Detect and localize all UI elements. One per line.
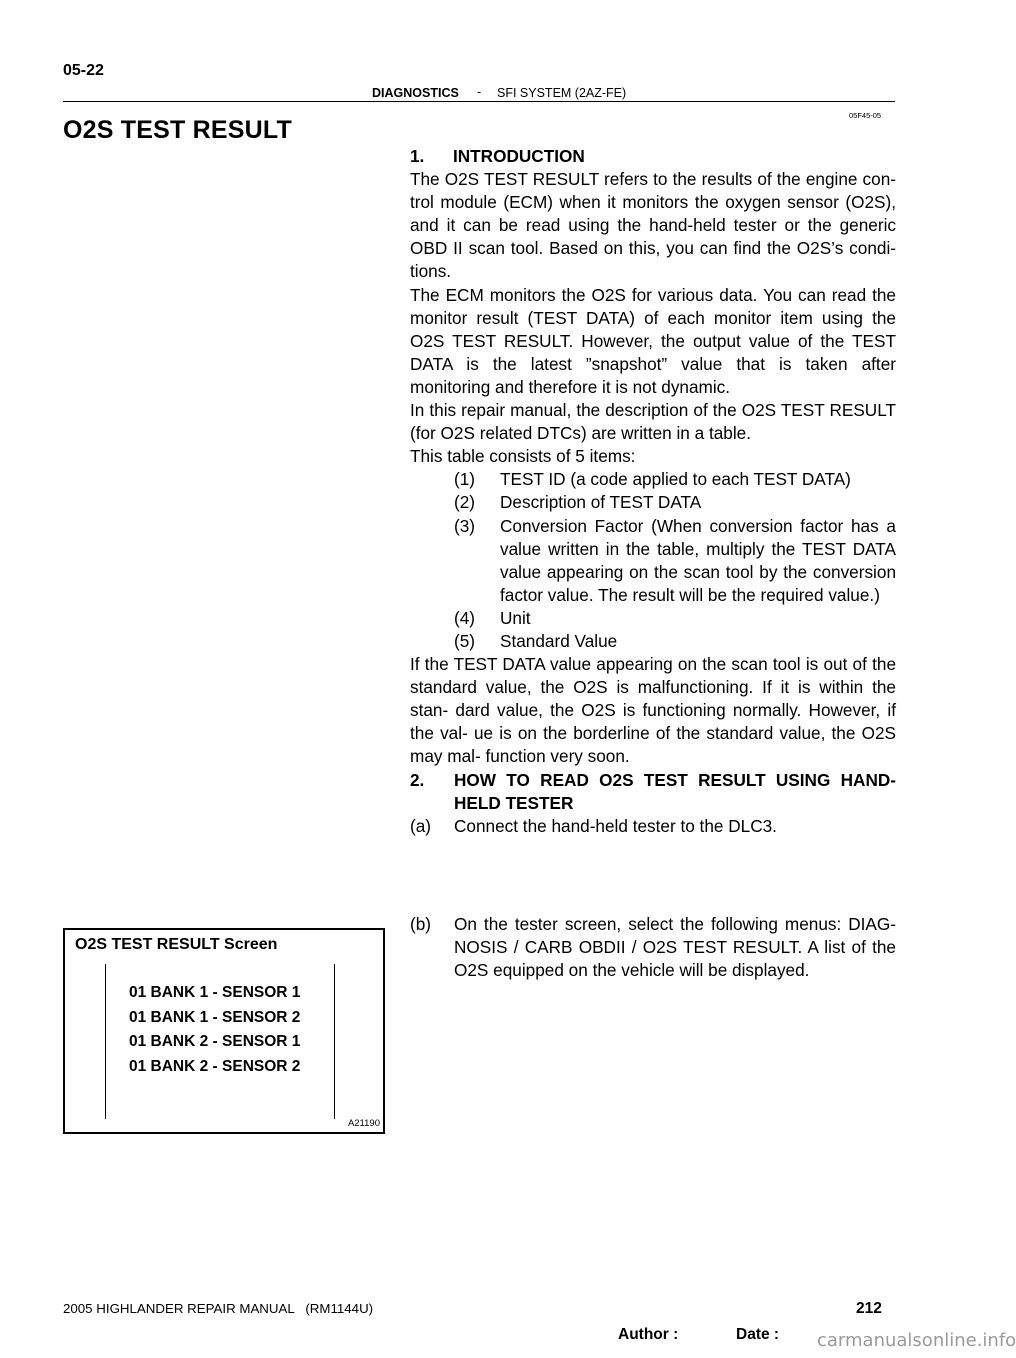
screen-row: 01 BANK 2 - SENSOR 1	[129, 1033, 301, 1050]
list-item-text: TEST ID (a code applied to each TEST DATA)	[500, 469, 851, 490]
footer-manual-title: 2005 HIGHLANDER REPAIR MANUAL (RM1144U)	[63, 1301, 374, 1316]
paragraph-4: This table consists of 5 items:	[410, 446, 636, 467]
screen-row: 01 BANK 1 - SENSOR 1	[129, 984, 301, 1001]
footer-watermark: carmanualsonline.info	[817, 1330, 1016, 1351]
screen-row: 01 BANK 2 - SENSOR 2	[129, 1058, 301, 1075]
footer-date-label: Date :	[736, 1326, 780, 1343]
list-item-number: (3)	[454, 515, 476, 536]
step-a-number: (a)	[410, 815, 432, 836]
header-section: DIAGNOSTICS	[372, 86, 459, 100]
list-item-number: (1)	[454, 469, 476, 490]
page-title: O2S TEST RESULT	[63, 116, 292, 144]
screen-row: 01 BANK 1 - SENSOR 2	[129, 1009, 301, 1026]
list-item-number: (4)	[454, 607, 476, 628]
paragraph-5: If the TEST DATA value appearing on the scan tool is out of the standard value, the O2S is malfunctioning. If it is within the stan- dard value, the O2S is functioning normally. However, if the val- ue is on the borderline of the standard value, the O2S may mal- function very soon.	[410, 654, 896, 767]
spacer	[410, 838, 896, 913]
footer-page-number: 212	[856, 1300, 882, 1317]
list-item	[410, 515, 896, 607]
list-item-text: Unit	[500, 607, 531, 628]
step-b-number: (b)	[410, 913, 432, 934]
how-to-heading	[410, 769, 896, 815]
how-to-number: 2.	[410, 769, 425, 790]
list-item	[410, 630, 896, 653]
list-item-number: (2)	[454, 492, 476, 513]
document-code: 05F45-05	[849, 111, 882, 120]
step-b	[410, 913, 896, 982]
footer-author-label: Author :	[618, 1326, 679, 1343]
step-a	[410, 815, 896, 838]
page-number: 05-22	[63, 62, 104, 79]
paragraph-1: The O2S TEST RESULT refers to the results of the engine con- trol module (ECM) when it monitors the oxygen sensor (O2S), and it can be read using the hand-held tester or the generic OBD II scan tool. Based on this, you can find the O2S’s condi- tions.	[410, 169, 896, 282]
header-separator: -	[477, 85, 482, 99]
figure-title: O2S TEST RESULT Screen	[75, 936, 278, 953]
list-item	[410, 491, 896, 514]
list-item	[410, 607, 896, 630]
step-b-text: On the tester screen, select the following menus: DIAG- NOSIS / CARB OBDII / O2S TEST RESULT. A list of the O2S equipped on the vehicle will be displayed.	[454, 913, 896, 980]
figure-code: A21190	[347, 1118, 380, 1129]
list-item	[410, 468, 896, 491]
paragraph-3: In this repair manual, the description of the O2S TEST RESULT (for O2S related DTCs) are written in a table.	[410, 400, 896, 444]
list-item-text: Standard Value	[500, 630, 618, 651]
list-item-number: (5)	[454, 630, 476, 651]
body-text	[410, 145, 896, 982]
list-item-text: Conversion Factor (When conversion factor has a value written in the table, multiply the TEST DATA value appearing on the scan tool by the conversion factor value. The result will be the required value.)	[500, 515, 896, 605]
how-to-text: HOW TO READ O2S TEST RESULT USING HAND- HELD TESTER	[454, 769, 896, 813]
list-item-text: Description of TEST DATA	[500, 492, 702, 513]
paragraph-2: The ECM monitors the O2S for various data. You can read the monitor result (TEST DATA) of each monitor item using the O2S TEST RESULT. However, the output value of the TEST DATA is the latest ”snapshot” value that is taken after monitoring and therefore it is not dynamic.	[410, 284, 896, 397]
intro-heading: 1. INTRODUCTION	[410, 146, 585, 166]
header-system: SFI SYSTEM (2AZ-FE)	[497, 86, 627, 100]
tester-screen-figure	[63, 928, 385, 1134]
step-a-text: Connect the hand-held tester to the DLC3.	[454, 815, 777, 836]
header-rule	[63, 101, 895, 102]
